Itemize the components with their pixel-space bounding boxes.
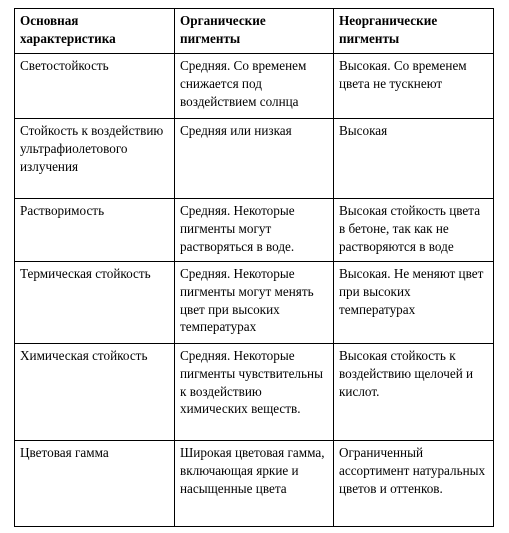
cell-inorganic: Высокая. Не меняют цвет при высоких температурах (334, 262, 494, 344)
cell-inorganic: Высокая стойкость к воздействию щелочей и кислот. (334, 344, 494, 441)
cell-inorganic: Высокая стойкость цвета в бетоне, так как не растворяются в воде (334, 199, 494, 262)
cell-characteristic: Цветовая гамма (15, 441, 175, 527)
cell-organic: Средняя. Некоторые пигменты чувствительны к воздействию химических веществ. (175, 344, 334, 441)
cell-organic: Средняя. Некоторые пигменты могут растворяться в воде. (175, 199, 334, 262)
cell-characteristic: Растворимость (15, 199, 175, 262)
cell-characteristic: Светостойкость (15, 54, 175, 119)
cell-characteristic: Химическая стойкость (15, 344, 175, 441)
table-row (15, 441, 494, 527)
cell-characteristic: Термическая стойкость (15, 262, 175, 344)
table-row (15, 54, 494, 119)
cell-inorganic: Высокая (334, 119, 494, 199)
cell-characteristic: Стойкость к воздействию ультрафиолетового излучения (15, 119, 175, 199)
table-row (15, 119, 494, 199)
cell-organic: Средняя или низкая (175, 119, 334, 199)
table-row (15, 344, 494, 441)
table-row (15, 262, 494, 344)
comparison-table (14, 8, 494, 527)
cell-organic: Средняя. Некоторые пигменты могут менять цвет при высоких температурах (175, 262, 334, 344)
header-characteristic: Основная характеристика (15, 9, 175, 54)
cell-inorganic: Ограниченный ассортимент натуральных цветов и оттенков. (334, 441, 494, 527)
table-row (15, 199, 494, 262)
header-inorganic: Неорганические пигменты (334, 9, 494, 54)
cell-inorganic: Высокая. Со временем цвета не тускнеют (334, 54, 494, 119)
cell-organic: Широкая цветовая гамма, включающая яркие и насыщенные цвета (175, 441, 334, 527)
table-header-row (15, 9, 494, 54)
cell-organic: Средняя. Со временем снижается под воздействием солнца (175, 54, 334, 119)
header-organic: Органические пигменты (175, 9, 334, 54)
